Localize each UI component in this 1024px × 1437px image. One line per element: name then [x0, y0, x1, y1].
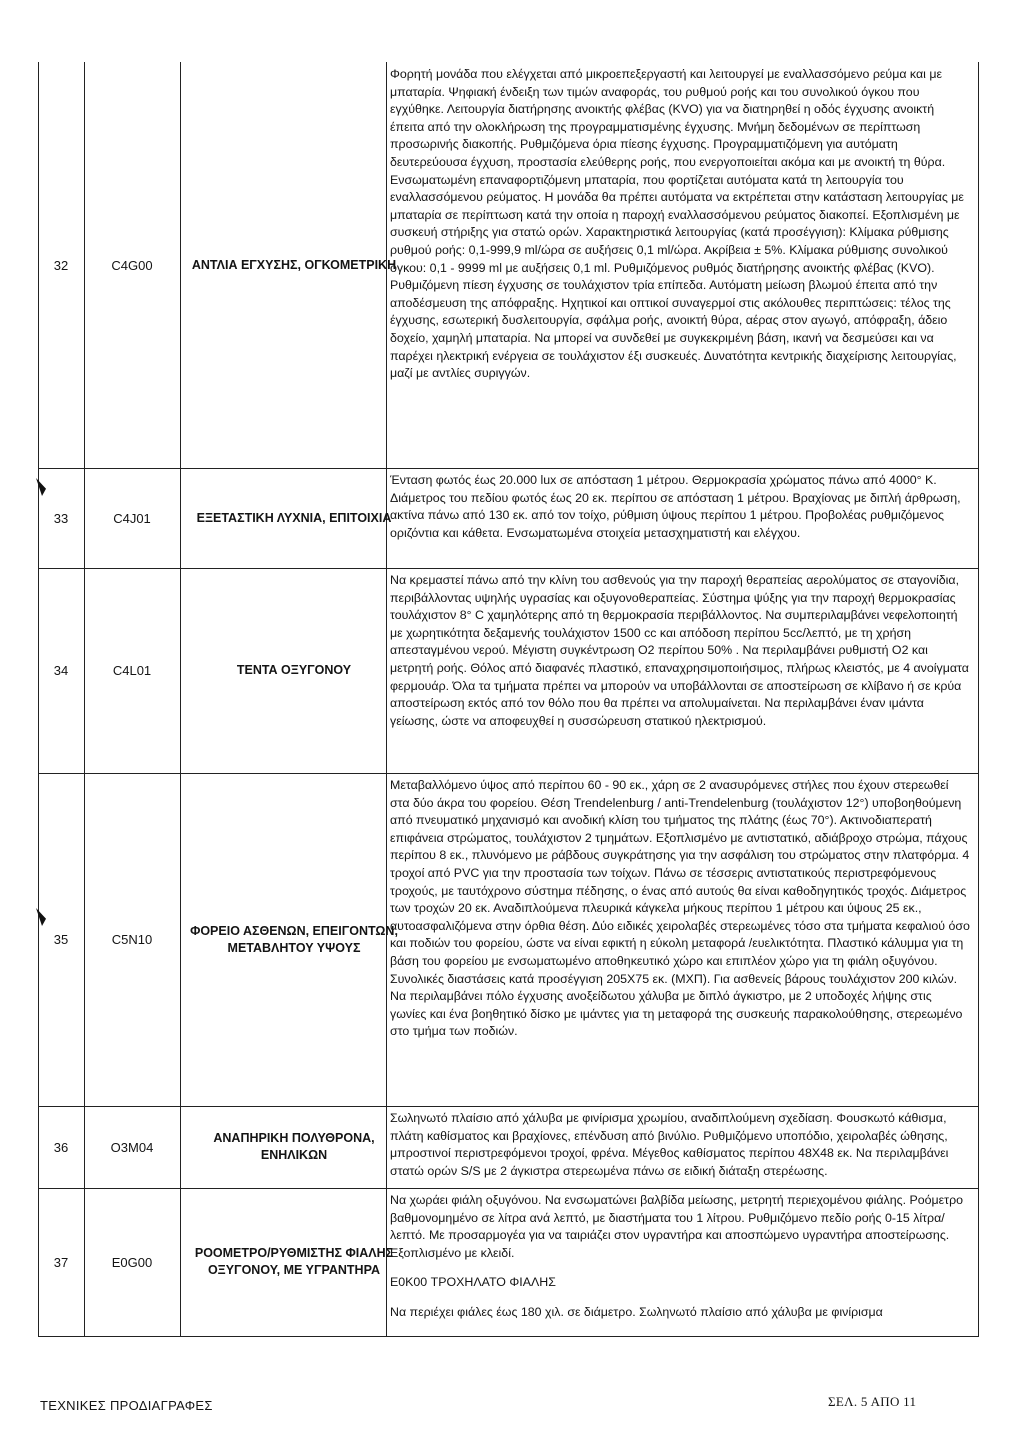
item-code: C4G00 — [111, 257, 153, 273]
table-row — [38, 468, 978, 569]
item-description: Μεταβαλλόμενο ύψος από περίπου 60 - 90 εκ., χάρη σε 2 ανασυρόμενες στήλες που έχουν στερεωθεί στα δύο άκρα του φορείου. Θέση Trendelenburg / anti-Trendelenburg (τουλάχιστον 12°) υποβοηθούμενη από πνευματικό μηχανισμό και ανοδική κλίση του τμήματος της πλάτης (έως 70°). Ακτινοδιαπερατή επιφάνεια στρώματος, τουλάχιστον 2 τμημάτων. Εξοπλισμένο με αντιστατικό, αδιάβροχο στρώμα, πάχους περίπου 8 εκ., πλυνόμενο με ράβδους συγκράτησης για την ασφάλιση του στρώματος στην πλατφόρμα. 4 τροχοί από PVC για την προστασία των τοίχων. Πάνω σε τέσσερις αντιστατικούς περιστρεφόμενους τροχούς, με ταυτόχρονο σύστημα πέδησης, ο ένας από αυτούς θα είναι καθοδηγητικός τροχός. Διάμετρος των τροχών 20 εκ. Αναδιπλούμενα πλευρικά κάγκελα μήκους περίπου 1 μέτρου και ύψους 25 εκ., αυτοασφαλιζόμενα στην όρθια θέση. Δύο ειδικές χειρολαβές στερεωμένες τόσο στα τμήματα κεφαλιού όσο και ποδιών του φορείου, ώστε να είναι εφικτή η εύκολη μεταφορά /ευελικτότητα. Πλαστικό κάλυμμα για τη βάση του φορείου με ενσωματωμένο αποθηκευτικό χώρο και επιπλέον χώρο για τη φιάλη οξυγόνου. Συνολικές διαστάσεις κατά προσέγγιση 205Χ75 εκ. (ΜΧΠ). Για ασθενείς βάρους τουλάχιστον 200 κιλών. Να περιλαμβάνει πόλο έγχυσης ανοξείδωτου χάλυβα με διπλό άγκιστρο, με 2 υποδοχές λήψης στις γωνίες και ένα βοηθητικό δίσκο με ιμάντες για τη μεταφορά της συσκευής παρακολούθησης, στερεωμένο στο τμήμα των ποδιών. — [390, 778, 970, 1039]
table-row — [38, 1106, 978, 1189]
item-description: Να κρεμαστεί πάνω από την κλίνη του ασθενούς για την παροχή θεραπείας αερολύματος σε σταγονίδια, περιβάλλοντας υψηλής υγρασίας και οξυγονοθεραπείας. Σύστημα ψύξης για την παροχή θερμοκρασίας τουλάχιστον 8° C χαμηλότερης από τη θερμοκρασία περιβάλλοντος. Να συμπεριλαμβάνει νεφελοποιητή με χωρητικότητα δεξαμενής τουλάχιστον 1500 cc και απόδοση περίπου 5cc/λεπτό, με τη χρήση απεσταγμένου νερού. Μέγιστη συγκέντρωση Ο2 περίπου 50% . Να περιλαμβάνει ρυθμιστή Ο2 και μετρητή ροής. Θόλος από διαφανές πλαστικό, επαναχρησιμοποιήσιμος, πλήρως κλειστός, με 4 ανοίγματα φερμουάρ. Όλα τα τμήματα πρέπει να μπορούν να υποβάλλονται σε αποστείρωση σε κλίβανο ή σε κρύα αποστείρωση εκτός από τον θόλο που θα πρέπει να απολυμαίνεται. Να περιλαμβάνει έναν ιμάντα γείωσης, ώστε να αποφευχθεί η συσσώρευση στατικού ηλεκτρισμού. — [390, 573, 969, 728]
table-row — [38, 568, 978, 774]
page-number: ΣΕΛ. 5 ΑΠΟ 11 — [828, 1394, 917, 1409]
document-footer-title: ΤΕΧΝΙΚΕΣ ΠΡΟΔΙΑΓΡΑΦΕΣ — [40, 1398, 213, 1413]
item-name: ΦΟΡΕΙΟ ΑΣΘΕΝΩΝ, ΕΠΕΙΓΟΝΤΩΝ, ΜΕΤΑΒΛΗΤΟΥ ΥΨΟΥΣ — [190, 923, 398, 955]
row-number: 34 — [53, 663, 69, 678]
sub-item-description: Να περιέχει φιάλες έως 180 χιλ. σε διάμετρο. Σωληνωτό πλαίσιο από χάλυβα με φινίρισμα — [390, 1304, 883, 1319]
item-description: Να χωράει φιάλη οξυγόνου. Να ενσωματώνει βαλβίδα μείωσης, μετρητή περιεχομένου φιάλης. Ροόμετρο βαθμονομημένο σε λίτρα ανά λεπτό, με διαστήματα του 1 λίτρου. Ρυθμιζόμενο πεδίο ροής 0-15 λίτρα/λεπτό. Με προσαρμογέα για να ταιριάζει στον υγραντήρα και αποσπώμενο υγραντήρα αποστείρωσης. Εξοπλισμένο με κλειδί. E0K00 ΤΡΟΧΗΛΑΤΟ ΦΙΑΛΗΣ Να περιέχει φιάλες έως 180 χιλ. σε διάμετρο. Σωληνωτό πλαίσιο από χάλυβα με φινίρισμα — [386, 1188, 976, 1336]
item-code: C4J01 — [113, 510, 151, 526]
item-code: E0G00 — [111, 1254, 153, 1270]
row-number: 33 — [53, 510, 69, 526]
item-code: C4L01 — [112, 663, 152, 678]
item-description: Σωληνωτό πλαίσιο από χάλυβα με φινίρισμα χρωμίου, αναδιπλούμενη σχεδίαση. Φουσκωτό κάθισμα, πλάτη καθίσματος και βραχίονες, επένδυση από βινύλιο. Ρυθμιζόμενο υποπόδιο, χειρολαβές ώθησης, μπροστινοί περιστρεφόμενοι τροχοί, φρένα. Μέγεθος καθίσματος περίπου 48Χ48 εκ. Να περιλαμβάνει στατώ ορών S/S με 2 άγκιστρα στερεωμένα πάνω σε ειδική διάταξη στερέωσης. — [390, 1111, 949, 1178]
item-code: O3M04 — [110, 1139, 154, 1155]
row-number: 37 — [53, 1254, 69, 1270]
table-row — [38, 773, 978, 1107]
item-description: Φορητή μονάδα που ελέγχεται από μικροεπεξεργαστή και λειτουργεί με εναλλασσόμενο ρεύμα και με μπαταρία. Ψηφιακή ένδειξη των τιμών αναφοράς, του ρυθμού ροής και του συνολικού όγκου που εγχύθηκε. Λειτουργία διατήρησης ανοικτής φλέβας (KVO) για να διατηρηθεί η οδός έγχυσης ανοικτή έπειτα από την ολοκλήρωση της προγραμματισμένης έγχυσης. Μνήμη δεδομένων σε περίπτωση προσωρινής διακοπής. Ρυθμιζόμενα όρια πίεσης έγχυσης. Προγραμματιζόμενη για αυτόματη δευτερεύουσα έγχυση, προστασία ελεύθερης ροής, που ενεργοποιείται ακόμα και με ανοικτή τη θύρα. Ενσωματωμένη επαναφορτιζόμενη μπαταρία, που φορτίζεται αυτόματα κατά τη λειτουργία του εναλλασσόμενου ρεύματος. Η μονάδα θα πρέπει αυτόματα να εκτρέπεται στην κατάσταση λειτουργίας με μπαταρία σε περίπτωση κατά την οποία η παροχή εναλλασσόμενου ρεύματος διακοπεί. Εξοπλισμένη με συσκευή στήριξης για στατώ ορών. Χαρακτηριστικά λειτουργίας (κατά προσέγγιση): Κλίμακα ρύθμισης ρυθμού ροής: 0,1-999,9 ml/ώρα σε αυξήσεις 0,1 ml/ώρα. Ακρίβεια ± 5%. Κλίμακα ρύθμισης συνολικού όγκου: 0,1 - 9999 ml με αυξήσεις 0,1 ml. Ρυθμιζόμενος ρυθμός διατήρησης ανοικτής φλέβας (KVO). Ρυθμιζόμενη πίεση έγχυσης σε τουλάχιστον τρία επίπεδα. Αυτόματη μείωση βλωμού έπειτα από την αποδέσμευση της απόφραξης. Ηχητικοί και οπτικοί συναγερμοί στις ακόλουθες περιπτώσεις: τέλος της έγχυσης, εσωτερική δυσλειτουργία, σφάλμα ροής, ανοικτή θύρα, αέρας στον αγωγό, απόφραξη, άδειο δοχείο, χαμηλή μπαταρία. Να μπορεί να συνδεθεί με συγκεκριμένη βάση, ικανή να δεσμεύσει και να παρέχει ηλεκτρική ενέργεια σε τουλάχιστον έξι συσκευές. Δυνατότητα κεντρικής διαχείρισης λειτουργίας, μαζί με αντλίες συριγγών. — [390, 67, 964, 381]
item-name: ΑΝΤΛΙΑ ΕΓΧΥΣΗΣ, ΟΓΚΟΜΕΤΡΙΚΗ — [191, 257, 397, 272]
row-number: 35 — [53, 932, 69, 947]
table-border-right — [978, 62, 979, 1337]
item-name: ΡΟΟΜΕΤΡΟ/ΡΥΘΜΙΣΤΗΣ ΦΙΑΛΗΣ ΟΞΥΓΟΝΟΥ, ΜΕ ΥΓΡΑΝΤΗΡΑ — [194, 1246, 394, 1277]
sub-item-heading: E0K00 ΤΡΟΧΗΛΑΤΟ ΦΙΑΛΗΣ — [390, 1275, 556, 1290]
item-code: C5N10 — [111, 932, 153, 947]
row-number: 36 — [53, 1139, 69, 1155]
item-name: ΑΝΑΠΗΡΙΚΗ ΠΟΛΥΘΡΟΝΑ, ΕΝΗΛΙΚΩΝ — [213, 1131, 375, 1162]
item-description: Ένταση φωτός έως 20.000 lux σε απόσταση 1 μέτρου. Θερμοκρασία χρώματος πάνω από 4000° K. Διάμετρος του πεδίου φωτός έως 20 εκ. περίπου σε απόσταση 1 μέτρου. Βραχίονας με διπλή άρθρωση, ακτίνα πάνω από 130 εκ. από τον τοίχο, ρύθμιση ύψους περίπου 1 μέτρου. Προβολέας ρυθμιζόμενος οριζόντια και κάθετα. Ενσωματωμένα στοιχεία μετασχηματιστή και ελέγχου. — [390, 473, 961, 540]
table-row — [38, 1188, 978, 1337]
row-number: 32 — [53, 257, 69, 273]
item-name: ΤΕΝΤΑ ΟΞΥΓΟΝΟΥ — [236, 663, 352, 677]
table-row — [38, 62, 978, 469]
item-name: ΕΞΕΤΑΣΤΙΚΗ ΛΥΧΝΙΑ, ΕΠΙΤΟΙΧΙΑ — [196, 510, 392, 525]
